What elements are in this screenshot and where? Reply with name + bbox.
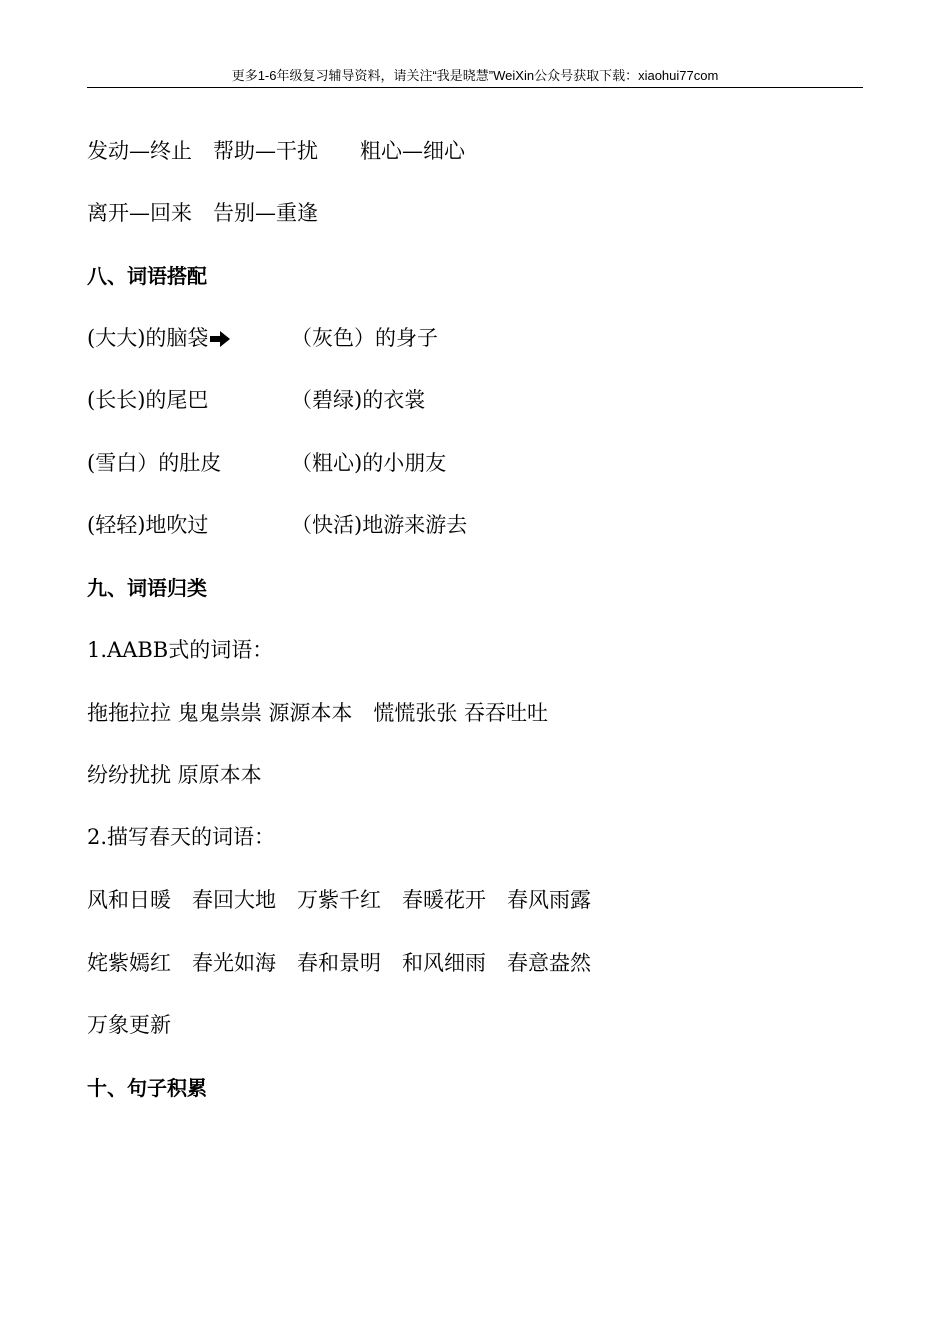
antonym-line-2: 离开—回来 告别—重逢 [87, 201, 318, 225]
subheading-aabb: 1.AABB式的词语： [87, 638, 274, 662]
collocation-row [87, 448, 863, 478]
collocation-right: （快活)地游来游去 [291, 513, 468, 537]
collocation-left: (大大)的脑袋 [87, 326, 209, 350]
section-9-title: 九、词语归类 [87, 576, 207, 600]
collocation-right: （粗心)的小朋友 [291, 451, 447, 475]
subheading-spring: 2.描写春天的词语： [87, 825, 276, 849]
antonym-line-1: 发动—终止 帮助—干扰 粗心—细心 [87, 139, 465, 163]
spring-words-line-3: 万象更新 [87, 1013, 171, 1037]
page-header: 更多1-6年级复习辅导资料，请关注“我是晓慧”WeiXin公众号获取下载：xiaohui77com [231, 68, 719, 83]
right-arrow-icon [210, 325, 230, 355]
collocation-row [87, 510, 863, 540]
collocation-left: (轻轻)地吹过 [87, 513, 209, 537]
aabb-words-line-2: 纷纷扰扰 原原本本 [87, 763, 262, 787]
aabb-words-line-1: 拖拖拉拉 鬼鬼祟祟 源源本本 慌慌张张 吞吞吐吐 [87, 701, 549, 725]
collocation-row [87, 323, 863, 355]
collocation-left: (雪白）的肚皮 [87, 451, 222, 475]
collocation-row [87, 385, 863, 415]
section-8-title: 八、词语搭配 [87, 264, 207, 288]
section-10-title: 十、句子积累 [87, 1076, 207, 1100]
header-rule [87, 87, 863, 88]
collocation-left: (长长)的尾巴 [87, 388, 209, 412]
spring-words-line-2: 姹紫嫣红 春光如海 春和景明 和风细雨 春意盎然 [87, 951, 591, 975]
spring-words-line-1: 风和日暖 春回大地 万紫千红 春暖花开 春风雨露 [87, 888, 591, 912]
collocation-right: （碧绿)的衣裳 [291, 388, 426, 412]
collocation-right: （灰色）的身子 [291, 326, 438, 350]
